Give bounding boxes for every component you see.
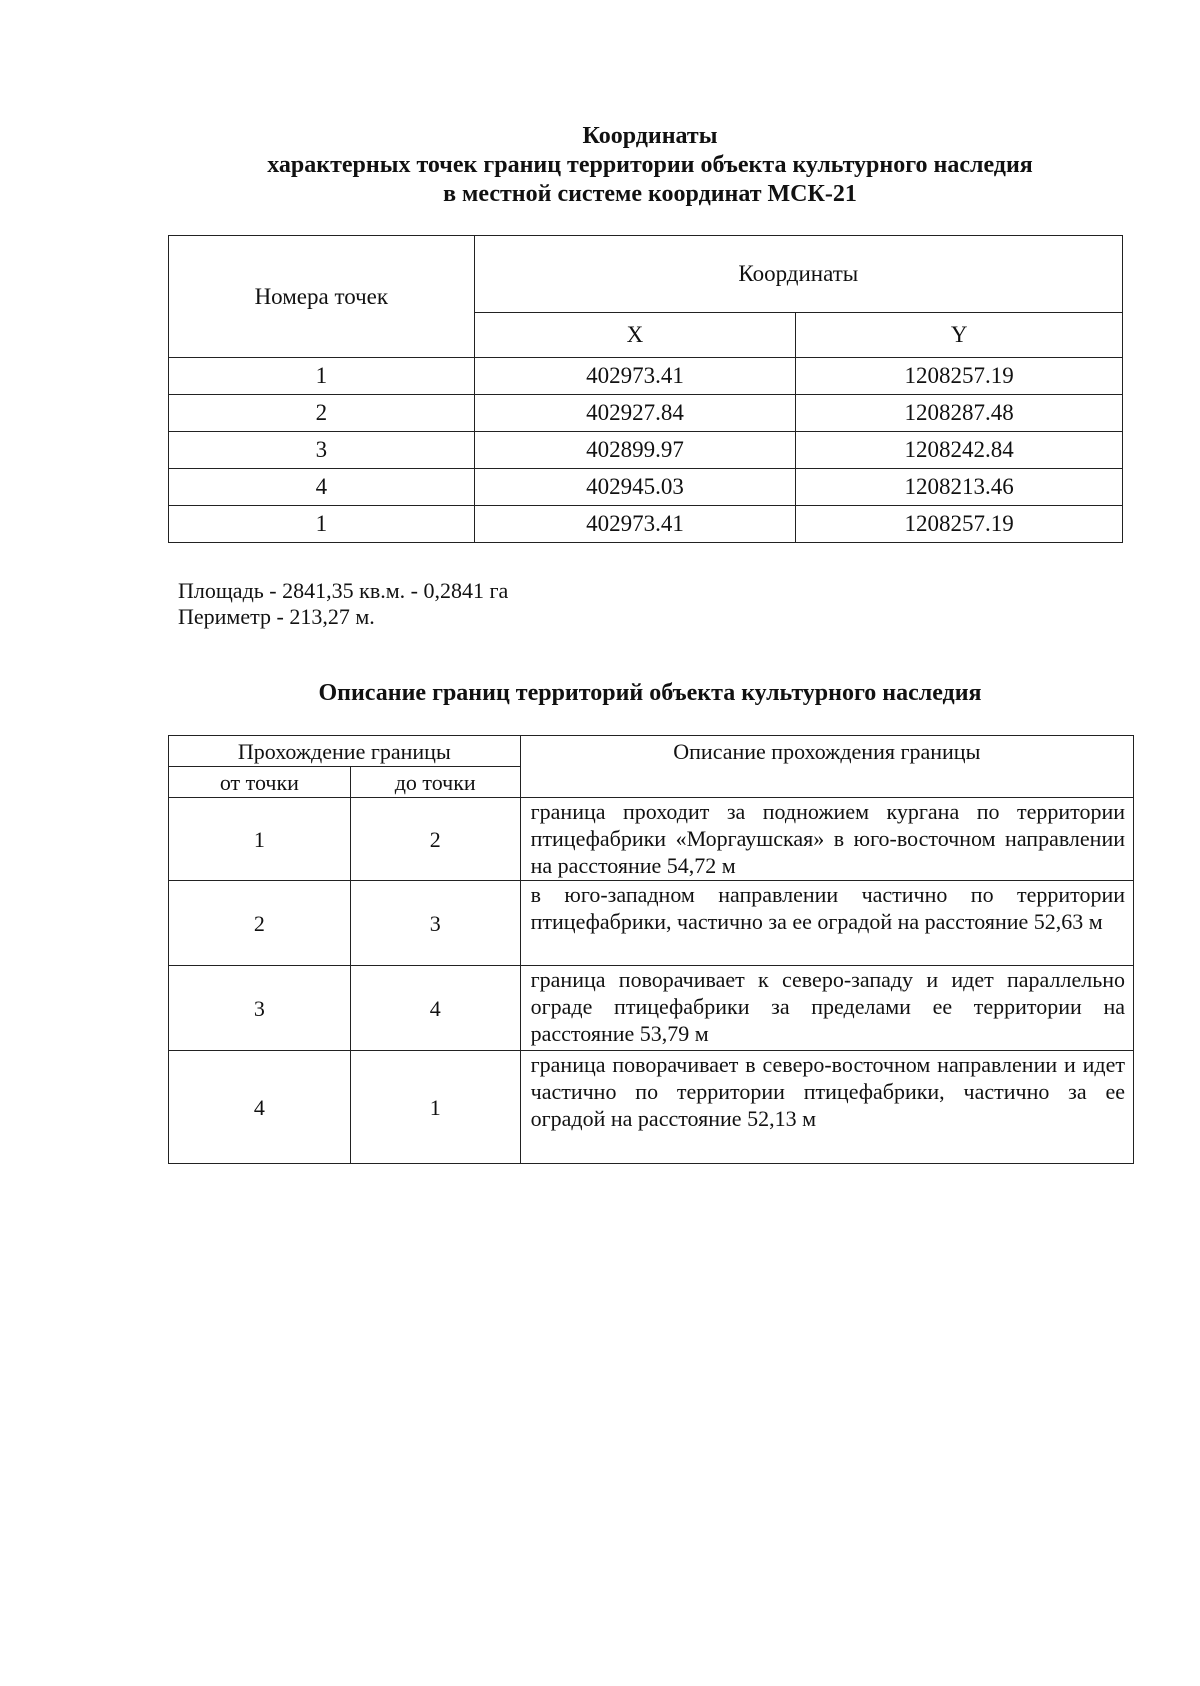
boundary-description-table — [168, 735, 1134, 1164]
y-value: 1208213.46 — [796, 469, 1123, 506]
boundary-description: граница проходит за подножием кургана по территории птицефабрики «Моргаушская» в юго-восточном направлении на расстояние 54,72 м — [520, 798, 1133, 881]
table-row — [169, 506, 1123, 543]
x-value: 402899.97 — [474, 432, 796, 469]
header-y: Y — [796, 313, 1123, 358]
point-number: 2 — [169, 395, 475, 432]
table-row — [169, 432, 1123, 469]
perimeter-text: Периметр - 213,27 м. — [178, 604, 375, 629]
x-value: 402945.03 — [474, 469, 796, 506]
point-number: 3 — [169, 432, 475, 469]
coordinates-table — [168, 235, 1123, 543]
y-value: 1208287.48 — [796, 395, 1123, 432]
area-text: Площадь - 2841,35 кв.м. - 0,2841 га — [178, 578, 509, 603]
title-line-2: характерных точек границ территории объекта культурного наследия — [267, 152, 1033, 178]
from-point: 3 — [169, 966, 351, 1051]
to-point: 2 — [350, 798, 520, 881]
table-row — [169, 358, 1123, 395]
y-value: 1208257.19 — [796, 506, 1123, 543]
table-row — [169, 395, 1123, 432]
point-number: 1 — [169, 506, 475, 543]
x-value: 402927.84 — [474, 395, 796, 432]
section-title: Описание границ территорий объекта культурного наследия — [318, 680, 982, 706]
table-row — [169, 1051, 1134, 1164]
header-boundary-passage: Прохождение границы — [169, 736, 521, 767]
title-line-1: Координаты — [582, 123, 718, 149]
header-from-point: от точки — [169, 767, 351, 798]
y-value: 1208242.84 — [796, 432, 1123, 469]
area-info — [178, 578, 508, 630]
header-point-numbers: Номера точек — [169, 236, 475, 358]
y-value: 1208257.19 — [796, 358, 1123, 395]
to-point: 1 — [350, 1051, 520, 1164]
boundary-description: граница поворачивает к северо-западу и идет параллельно ограде птицефабрики за пределами ее территории на расстояние 53,79 м — [520, 966, 1133, 1051]
table-row — [169, 798, 1134, 881]
to-point: 3 — [350, 881, 520, 966]
header-coordinates: Координаты — [474, 236, 1122, 313]
boundary-description: в юго-западном направлении частично по территории птицефабрики, частично за ее оградой на расстояние 52,63 м — [520, 881, 1133, 966]
x-value: 402973.41 — [474, 358, 796, 395]
point-number: 1 — [169, 358, 475, 395]
table-row — [169, 881, 1134, 966]
header-description: Описание прохождения границы — [520, 736, 1133, 798]
from-point: 4 — [169, 1051, 351, 1164]
header-x: X — [474, 313, 796, 358]
to-point: 4 — [350, 966, 520, 1051]
table-row — [169, 966, 1134, 1051]
from-point: 1 — [169, 798, 351, 881]
x-value: 402973.41 — [474, 506, 796, 543]
title-line-3: в местной системе координат МСК-21 — [443, 181, 857, 207]
boundary-description: граница поворачивает в северо-восточном направлении и идет частично по территории птицефабрики, частично за ее оградой на расстояние 52,13 м — [520, 1051, 1133, 1164]
from-point: 2 — [169, 881, 351, 966]
point-number: 4 — [169, 469, 475, 506]
table-row — [169, 469, 1123, 506]
header-to-point: до точки — [350, 767, 520, 798]
document-title — [160, 122, 1140, 209]
